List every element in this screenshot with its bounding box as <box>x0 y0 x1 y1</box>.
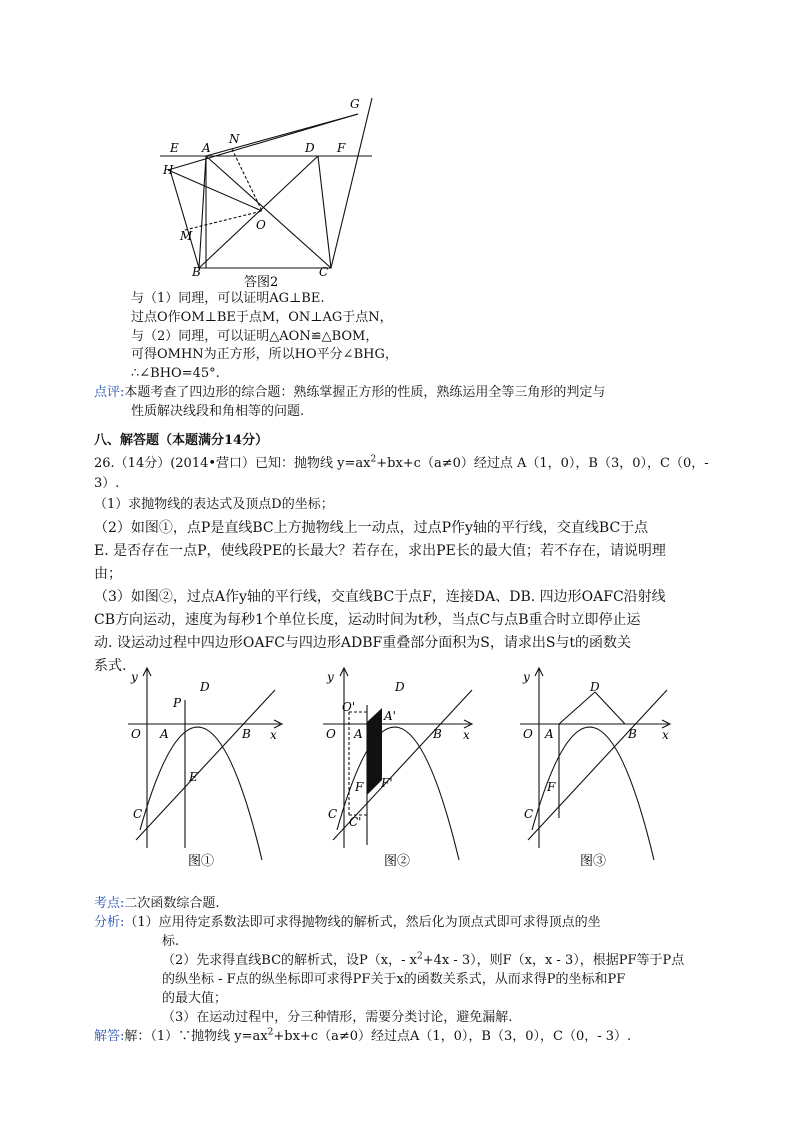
fenxi-text-1: （1）应用待定系数法即可求得抛物线的解析式，然后化为顶点式即可求得顶点的坐 <box>124 915 601 930</box>
problem-q2-a: （2）如图①，点P是直线BC上方抛物线上一动点，过点P作y轴的平行线，交直线BC于点 <box>94 520 649 536</box>
problem-line-1 <box>94 455 709 473</box>
g2-A2-label: A' <box>384 709 396 723</box>
section-title: 八、解答题（本题满分14分） <box>94 433 269 448</box>
proof-line-3: 与（2）同理，可以证明△AON≌△BOM， <box>131 329 379 344</box>
g2-x-label: x <box>463 728 470 742</box>
g2-y-label: y <box>327 670 334 684</box>
figure-caption: 答图2 <box>244 275 279 290</box>
label-M: M <box>180 229 193 243</box>
g1-P-label: P <box>173 696 182 710</box>
g2-F2-label: F' <box>381 776 393 790</box>
label-E: E <box>170 141 179 155</box>
g1-O-label: O <box>131 727 141 741</box>
proof-line-5: ∴∠BHO=45°. <box>131 366 220 381</box>
comment-line-2: 性质解决线段和角相等的问题. <box>131 404 305 419</box>
jieda-sup: 2 <box>267 1027 274 1038</box>
g1-E-label: E <box>189 770 198 784</box>
problem-q3-d: 系式. <box>94 658 127 674</box>
problem-q3-b: CB方向运动，速度为每秒1个单位长度，运动时间为t秒，当点C与点B重合时立即停止运 <box>94 612 641 628</box>
jieda-tag: 解答: <box>94 1029 125 1044</box>
g2-O-label: O <box>326 727 336 741</box>
proof-line-4: 可得OMHN为正方形，所以HO平分∠BHG， <box>131 347 398 362</box>
jieda-text-a: 解：（1）∵抛物线 y=ax <box>124 1029 268 1044</box>
fenxi-line-3 <box>162 952 684 970</box>
geometry-figure-answer2 <box>150 92 390 292</box>
label-D: D <box>305 141 315 155</box>
label-B: B <box>192 265 201 279</box>
g2-C2-label: C' <box>349 815 362 829</box>
g2-O2-label: O' <box>342 700 356 714</box>
g1-y-label: y <box>131 670 138 684</box>
g1-A-label: A <box>160 727 169 741</box>
g2-B-label: B <box>433 727 442 741</box>
g3-D-label: D <box>590 680 600 694</box>
problem-line-1-b: +bx+c（a≠0）经过点 A（1，0），B（3，0），C（0，- <box>376 456 709 471</box>
fenxi-line-4: 的纵坐标 - F点的纵坐标即可求得PF关于x的函数关系式，从而求得P的坐标和PF <box>162 972 626 987</box>
g3-O-label: O <box>523 727 533 741</box>
g2-D-label: D <box>395 680 405 694</box>
problem-line-1-a: 26.（14分）(2014•营口）已知：抛物线 y=ax <box>94 456 371 471</box>
label-G: G <box>350 97 360 111</box>
fenxi-line-3-a: （2）先求得直线BC的解析式，设P（x，- x <box>162 953 417 968</box>
fenxi-line-3-b: +4x - 3），则F（x，x - 3），根据PF等于P点 <box>422 953 685 968</box>
label-F: F <box>337 141 346 155</box>
g1-x-label: x <box>270 728 277 742</box>
fenxi-line-2: 标. <box>162 934 180 949</box>
graph-figure-2 <box>315 665 485 880</box>
comment-text-1: 本题考查了四边形的综合题：熟练掌握正方形的性质，熟练运用全等三角形的判定与 <box>124 385 606 400</box>
fenxi-line-1 <box>94 914 601 932</box>
label-C: C <box>319 265 329 279</box>
jieda-line <box>94 1028 631 1046</box>
comment-tag: 点评: <box>94 385 125 400</box>
g2-A-label: A <box>354 727 363 741</box>
label-A: A <box>202 141 211 155</box>
g3-y-label: y <box>523 670 530 684</box>
problem-q2-b: E. 是否存在一点P，使线段PE的长最大？若存在，求出PE长的最大值；若不存在，请说明理 <box>94 543 666 559</box>
fenxi-tag: 分析: <box>94 915 125 930</box>
g3-F-label: F <box>547 780 556 794</box>
graph-figure-1 <box>118 665 288 880</box>
g3-B-label: B <box>628 727 637 741</box>
g3-A-label: A <box>545 727 554 741</box>
g1-D-label: D <box>200 680 210 694</box>
fenxi-line-6: （3）在运动过程中，分三种情形，需要分类讨论，避免漏解. <box>162 1010 513 1025</box>
g1-B-label: B <box>242 727 251 741</box>
jieda-text-b: +bx+c（a≠0）经过点A（1，0），B（3，0），C（0，- 3）. <box>273 1029 632 1044</box>
kaodian-tag: 考点: <box>94 896 125 911</box>
g1-caption: 图① <box>188 854 215 869</box>
problem-q2-c: 由； <box>94 566 122 582</box>
problem-q1: （1）求抛物线的表达式及顶点D的坐标； <box>94 497 334 512</box>
label-N: N <box>229 132 240 146</box>
g2-caption: 图② <box>384 854 411 869</box>
g3-C-label: C <box>524 807 534 821</box>
proof-line-1: 与（1）同理，可以证明AG⊥BE. <box>131 291 325 306</box>
kaodian-line <box>94 895 220 913</box>
problem-line-2: 3）. <box>94 476 120 491</box>
g2-C-label: C <box>328 807 338 821</box>
proof-line-2: 过点O作OM⊥BE于点M，ON⊥AG于点N， <box>131 310 393 325</box>
g3-x-label: x <box>662 728 669 742</box>
graph-figure-3 <box>508 665 678 880</box>
problem-q3-c: 动. 设运动过程中四边形OAFC与四边形ADBF重叠部分面积为S，请求出S与t的函数关 <box>94 635 632 651</box>
g1-C-label: C <box>133 807 143 821</box>
kaodian-text: 二次函数综合题. <box>124 896 220 911</box>
label-H: H <box>163 163 174 177</box>
fenxi-line-5: 的最大值； <box>162 991 228 1006</box>
problem-line-1-sup: 2 <box>370 454 377 465</box>
label-O: O <box>256 218 266 232</box>
comment-line-1 <box>94 384 605 402</box>
fenxi-line-3-sup: 2 <box>416 951 423 962</box>
g3-caption: 图③ <box>580 854 607 869</box>
g2-F-label: F <box>355 780 364 794</box>
problem-q3-a: （3）如图②，过点A作y轴的平行线，交直线BC于点F，连接DA、DB. 四边形OAFC沿射线 <box>94 589 666 605</box>
